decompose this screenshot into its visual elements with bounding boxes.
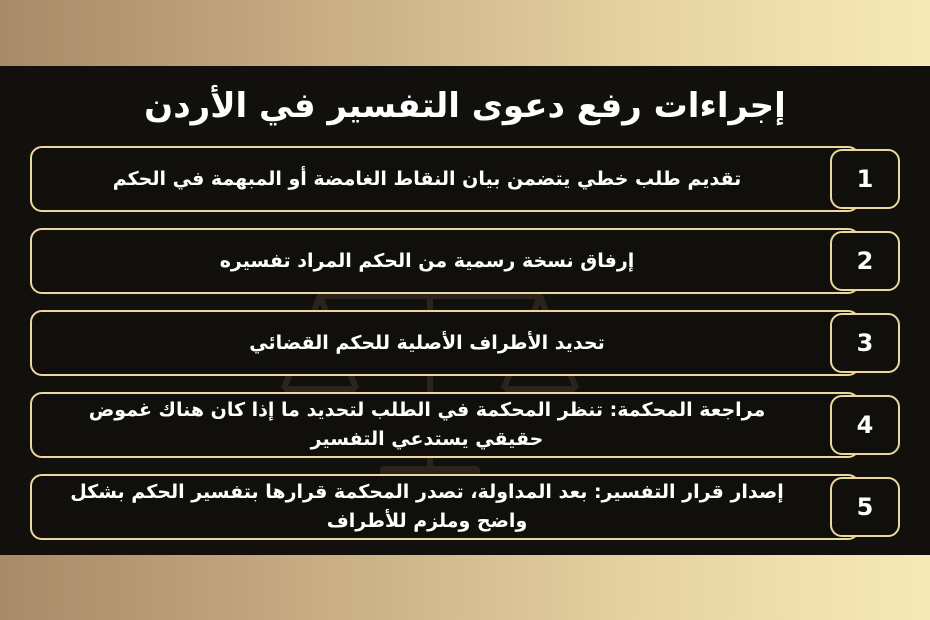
- step-4: [30, 392, 900, 462]
- step-number-badge: 3: [830, 313, 900, 373]
- step-text-box: [30, 310, 860, 376]
- page-title: إجراءات رفع دعوى التفسير في الأردن: [144, 86, 786, 126]
- step-text: إرفاق نسخة رسمية من الحكم المراد تفسيره: [219, 249, 635, 272]
- step-text-box: [30, 146, 860, 212]
- top-gold-band: [0, 0, 930, 66]
- step-number-badge: 2: [830, 231, 900, 291]
- step-number-badge: 4: [830, 395, 900, 455]
- step-text: مراجعة المحكمة: تنظر المحكمة في الطلب لتحديد ما إذا كان هناك غموض حقيقي يستدعي التفسير: [88, 399, 766, 450]
- step-text-box: [30, 392, 860, 458]
- step-text-box: [30, 474, 860, 540]
- step-number-badge: 1: [830, 149, 900, 209]
- step-2: [30, 228, 900, 298]
- step-text: تحديد الأطراف الأصلية للحكم القضائي: [249, 331, 605, 354]
- step-5: [30, 474, 900, 544]
- step-number-badge: 5: [830, 477, 900, 537]
- steps-panel: [0, 66, 930, 555]
- step-text-box: [30, 228, 860, 294]
- step-3: [30, 310, 900, 380]
- step-text: إصدار قرار التفسير: بعد المداولة، تصدر المحكمة قرارها بتفسير الحكم بشكل واضح وملزم للأطراف: [70, 481, 784, 532]
- step-1: [30, 146, 900, 216]
- bottom-gold-band: [0, 555, 930, 620]
- step-text: تقديم طلب خطي يتضمن بيان النقاط الغامضة أو المبهمة في الحكم: [112, 167, 742, 190]
